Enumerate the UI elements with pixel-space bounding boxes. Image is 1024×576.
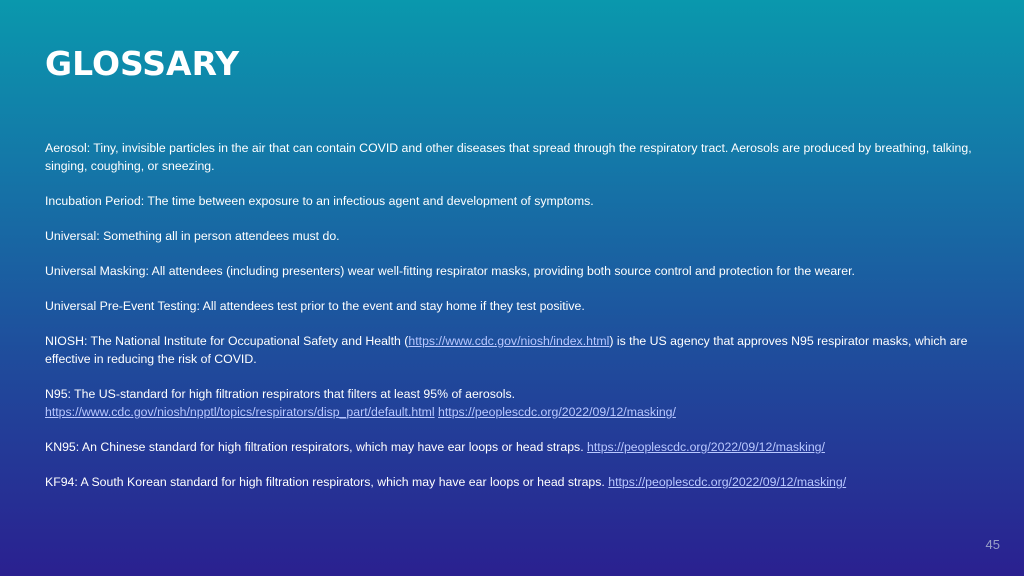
- n95-peoplescdc-link[interactable]: https://peoplescdc.org/2022/09/12/masking/: [438, 405, 676, 419]
- page-number: 45: [985, 537, 1000, 552]
- kn95-link[interactable]: https://peoplescdc.org/2022/09/12/masking/: [587, 440, 825, 454]
- slide-title: GLOSSARY: [45, 44, 240, 83]
- kf94-text: KF94: A South Korean standard for high filtration respirators, which may have ear loops or head straps.: [45, 475, 605, 489]
- glossary-entry-universal-masking: Universal Masking: All attendees (including presenters) wear well-fitting respirator masks, providing both source control and protection for the wearer.: [45, 264, 855, 278]
- glossary-list: [45, 139, 975, 508]
- kf94-link[interactable]: https://peoplescdc.org/2022/09/12/masking/: [608, 475, 847, 489]
- n95-text: N95: The US-standard for high filtration respirators that filters at least 95% of aerosols.: [45, 387, 516, 401]
- glossary-entry-kn95: [45, 438, 975, 456]
- n95-cdc-link[interactable]: https://www.cdc.gov/niosh/npptl/topics/respirators/disp_part/default.html: [45, 405, 435, 419]
- glossary-entry-incubation-period: Incubation Period: The time between exposure to an infectious agent and development of symptoms.: [45, 194, 594, 208]
- niosh-text-after: ) is the US agency that approves N95 respirator masks, which are effective in reducing the risk of COVID.: [45, 334, 968, 366]
- kn95-text: KN95: An Chinese standard for high filtration respirators, which may have ear loops or head straps.: [45, 440, 584, 454]
- glossary-entry-universal: Universal: Something all in person attendees must do.: [45, 229, 340, 243]
- glossary-entry-kf94: [45, 473, 975, 491]
- niosh-link[interactable]: https://www.cdc.gov/niosh/index.html: [408, 334, 610, 348]
- niosh-text-before: NIOSH: The National Institute for Occupational Safety and Health (: [45, 334, 409, 348]
- glossary-entry-aerosol: Aerosol: Tiny, invisible particles in the air that can contain COVID and other diseases that spread through the respiratory tract. Aerosols are produced by breathing, talking, singing, coughing, or sneezing.: [45, 141, 972, 173]
- glossary-entry-universal-testing: Universal Pre-Event Testing: All attendees test prior to the event and stay home if they test positive.: [45, 299, 585, 313]
- glossary-entry-n95: [45, 385, 975, 421]
- glossary-entry-niosh: [45, 332, 975, 368]
